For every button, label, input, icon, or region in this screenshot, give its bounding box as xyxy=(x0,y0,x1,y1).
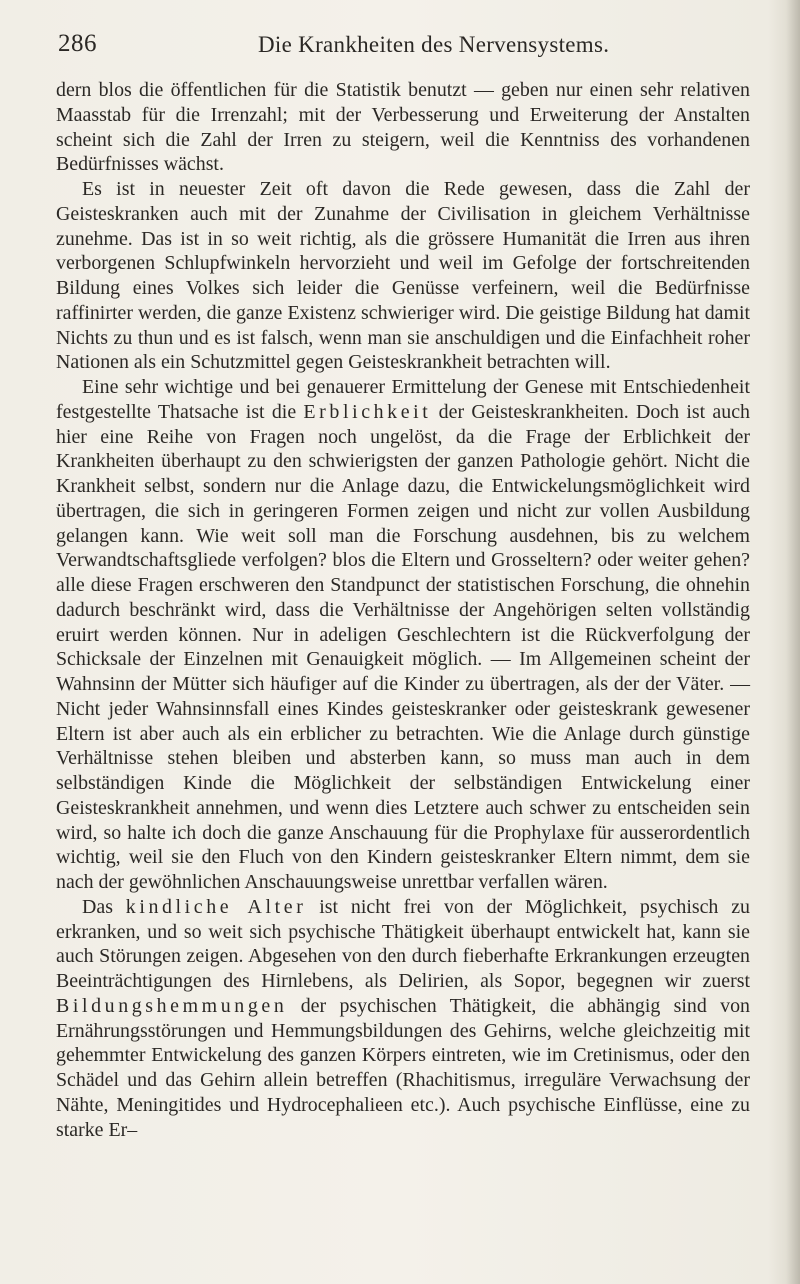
text-run: ist nicht frei von der Möglichkeit, psychisch zu erkranken, und so weit sich psychische Thätigkeit überhaupt entwickelt hat, kann sie auch Störungen zeigen. Abgesehen von den durch fieberhafte Erkrankungen erzeugten Beeinträchtigungen des Hirnlebens, als Delirien, als Sopor, begegnen wir zuerst xyxy=(56,895,750,992)
paragraph-1 xyxy=(56,78,750,177)
emphasis-bildungshemmungen: Bildungshemmungen xyxy=(56,994,288,1017)
text-run: dern blos die öffentlichen für die Statistik benutzt — geben nur einen sehr relativen Maasstab für die Irrenzahl; mit der Verbesserung und Erweiterung der Anstalten scheint sich die Zahl der Irren zu steigern, weil die Kenntniss des vorhandenen Bedürfnisses wächst. xyxy=(56,79,750,176)
text-run: Das xyxy=(82,895,126,918)
text-run: Eine sehr wichtige und bei genauerer Ermittelung der Genese mit Entschiedenheit festgestellte Thatsache ist die xyxy=(56,376,750,423)
text-run: der Geisteskrankheiten. Doch ist auch hier eine Reihe von Fragen noch ungelöst, da die Frage der Erblichkeit der Krankheiten überhaupt zu den schwierigsten der ganzen Pathologie gehört. Nicht die Krankheit selbst, sondern nur die Anlage dazu, die Entwickelungsmöglichkeit wird übertragen, die sich in geringeren Formen zeigen und nicht zur vollen Ausbildung gelangen kann. Wie weit soll man die Forschung ausdehnen, bis zu welchem Verwandtschaftsgliede verfolgen? blos die Eltern und Grosseltern? oder weiter gehen? alle diese Fragen erschweren den Standpunct der statistischen Forschung, die ohnehin dadurch beschränkt wird, dass die Verhältnisse der Angehörigen selten vollständig eruirt werden können. Nur in adeligen Geschlechtern ist die Rückverfolgung der Schicksale der Einzelnen mit Genauigkeit möglich. — Im Allgemeinen scheint der Wahnsinn der Mütter sich häufiger auf die Kinder zu übertragen, als der der Väter. — Nicht jeder Wahnsinnsfall eines Kindes geisteskranker oder geisteskrank gewesener Eltern ist aber auch als ein erblicher zu betrachten. Wie die Anlage durch günstige Verhältnisse stehen bleiben und absterben kann, so muss man auch in dem selbständigen Kinde die Möglichkeit der selbständigen Entwickelung einer Geisteskrankheit annehmen, und wenn dies Letztere auch schwer zu entscheiden sein wird, so halte ich doch die ganze Anschauung für die Prophylaxe für ausserordentlich wichtig, weil sie den Fluch von den Kindern geisteskranker Eltern nimmt, dem sie nach der gewöhnlichen Anschauungsweise unrettbar verfallen wären. xyxy=(56,400,750,893)
emphasis-erblichkeit: Erblichkeit xyxy=(303,400,432,423)
paragraph-3 xyxy=(56,375,750,895)
page-edge-shadow xyxy=(786,0,800,1284)
page-header xyxy=(58,28,758,68)
text-run: Es ist in neuester Zeit oft davon die Rede gewesen, dass die Zahl der Geisteskranken auch mit der Zunahme der Civilisation in gleichem Verhältnisse zunehme. Das ist in so weit richtig, als die grössere Humanität die Irren aus ihren verborgenen Schlupfwinkeln hervorzieht und weil im Gefolge der fortschreitenden Bildung eines Volkes sich leider die Genüsse verfeinern, weil die Bedürfnisse raffinirter werden, die ganze Existenz schwieriger wird. Die geistige Bildung hat damit Nichts zu thun und es ist falsch, wenn man sie anschuldigen und die Einfachheit roher Nationen als ein Schutzmittel gegen Geisteskrankheit betrachten will. xyxy=(56,178,750,374)
page-number: 286 xyxy=(58,30,97,57)
text-run: der psychischen Thätigkeit, die abhängig sind von Ernährungsstörungen und Hemmungsbildungen des Gehirns, welche gleichzeitig mit gehemmter Entwickelung des ganzen Körpers eintreten, wie im Cretinismus, oder den Schädel und das Gehirn allein betreffen (Rhachitismus, irreguläre Verwachsung der Nähte, Meningitides und Hydrocephalieen etc.). Auch psychische Einflüsse, eine zu starke Er– xyxy=(56,994,750,1141)
paragraph-2 xyxy=(56,177,750,375)
running-head: Die Krankheiten des Nervensystems. xyxy=(258,32,610,57)
emphasis-kindliche-alter: kindliche Alter xyxy=(125,895,307,918)
body-text xyxy=(56,78,750,1142)
paragraph-4 xyxy=(56,895,750,1143)
